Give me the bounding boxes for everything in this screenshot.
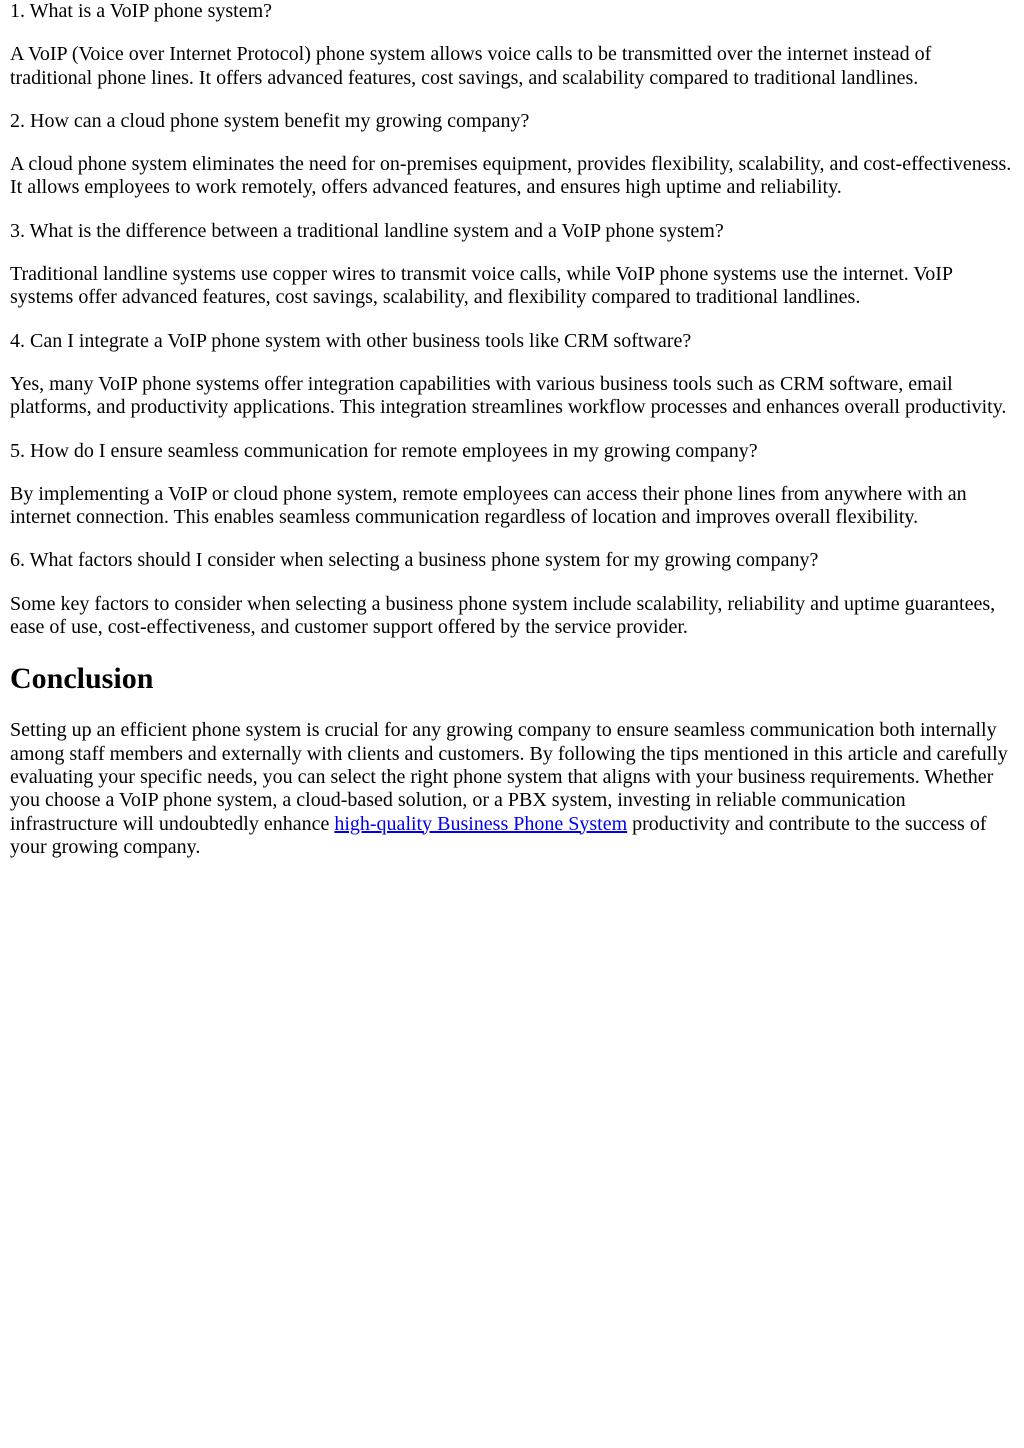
faq-answer-4: Yes, many VoIP phone systems offer integration capabilities with various business tools such as CRM software, email platforms, and productivity applications. This integration streamlines workflow processes and enhances overall productivity. xyxy=(10,372,1007,419)
faq-question-2: 2. How can a cloud phone system benefit my growing company? xyxy=(10,109,530,132)
faq-question-3: 3. What is the difference between a traditional landline system and a VoIP phone system? xyxy=(10,219,724,242)
faq-question-4: 4. Can I integrate a VoIP phone system with other business tools like CRM software? xyxy=(10,329,692,352)
conclusion-paragraph xyxy=(10,719,1014,859)
faq-answer-1: A VoIP (Voice over Internet Protocol) phone system allows voice calls to be transmitted over the internet instead of traditional phone lines. It offers advanced features, cost savings, and scalability compared to traditional landlines. xyxy=(10,43,932,89)
faq-question-5: 5. How do I ensure seamless communication for remote employees in my growing company? xyxy=(10,439,758,462)
conclusion-text-before-link: Setting up an efficient phone system is crucial for any growing company to ensure seamless communication both internally among staff members and externally with clients and customers. By following the tips mentioned in this article and carefully evaluating your specific needs, you can select the right phone system that aligns with your business requirements. Whether you choose a VoIP phone system, a cloud-based solution, or a PBX system, investing in reliable communication infrastructure will undoubtedly enhance xyxy=(10,719,1008,835)
faq-question-6: 6. What factors should I consider when selecting a business phone system for my growing company? xyxy=(10,549,819,572)
faq-answer-6: Some key factors to consider when selecting a business phone system include scalability, reliability and uptime guarantees, ease of use, cost-effectiveness, and customer support offered by the service provider. xyxy=(10,592,996,639)
faq-answer-5: By implementing a VoIP or cloud phone system, remote employees can access their phone lines from anywhere with an internet connection. This enables seamless communication regardless of location and improves overall flexibility. xyxy=(10,482,967,529)
conclusion-text-after-link: productivity and contribute to the success of your growing company. xyxy=(10,812,987,858)
conclusion-heading: Conclusion xyxy=(10,662,154,696)
faq-answer-2: A cloud phone system eliminates the need for on-premises equipment, provides flexibility, scalability, and cost-effectiveness. It allows employees to work remotely, offers advanced features, and ensures high uptime and reliability. xyxy=(10,153,1012,199)
business-phone-system-link[interactable]: high-quality Business Phone System xyxy=(334,812,628,835)
faq-question-1: 1. What is a VoIP phone system? xyxy=(10,0,273,22)
faq-answer-3: Traditional landline systems use copper wires to transmit voice calls, while VoIP phone systems use the internet. VoIP systems offer advanced features, cost savings, scalability, and flexibility compared to traditional landlines. xyxy=(10,263,953,309)
conclusion-section xyxy=(10,662,1014,859)
faq-section xyxy=(10,0,1014,639)
